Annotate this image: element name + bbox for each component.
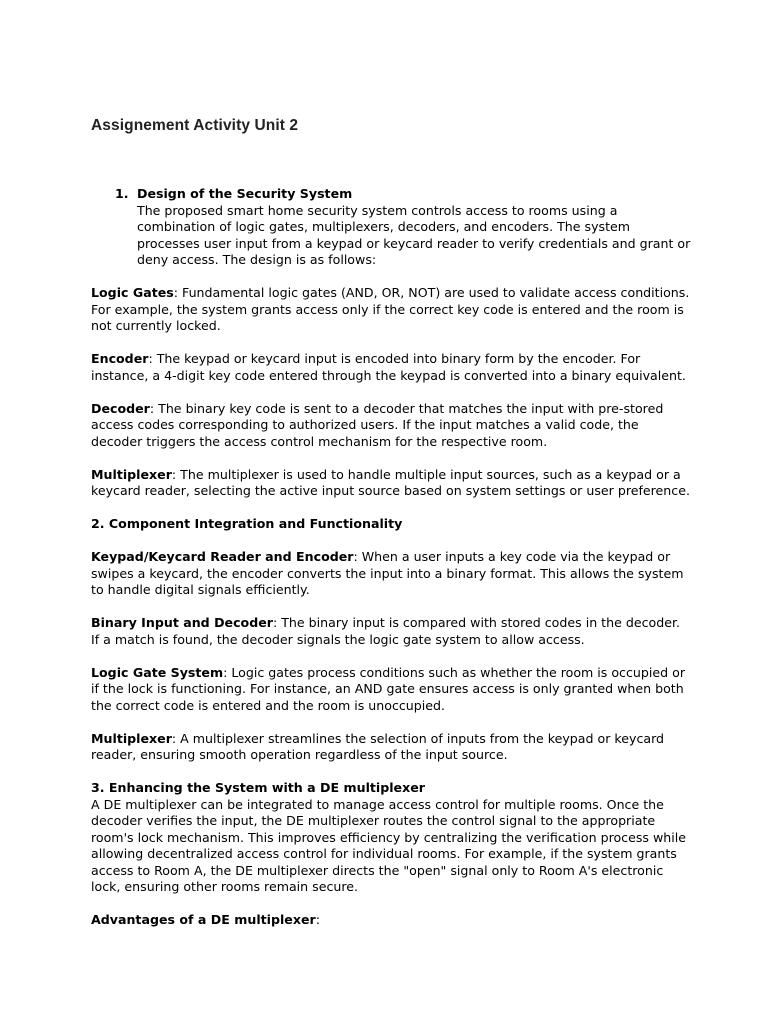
design-item-term: Decoder	[91, 400, 150, 416]
integration-item-term: Keypad/Keycard Reader and Encoder	[91, 549, 354, 564]
advantages-heading: Advantages of a DE multiplexer	[91, 912, 316, 927]
design-item-paragraph	[91, 467, 691, 500]
design-item-text: : The multiplexer is used to handle multiple input sources, such as a keypad or a keycard reader, selecting the active input source based on system settings or user preference.	[91, 466, 690, 498]
advantages-colon: :	[315, 912, 320, 927]
integration-item-paragraph	[91, 665, 691, 715]
design-item-paragraph	[91, 351, 691, 384]
design-items	[91, 285, 691, 500]
integration-item-term: Logic Gate System	[91, 664, 224, 680]
design-item-term: Encoder	[91, 351, 149, 366]
integration-item-paragraph	[91, 731, 691, 764]
integration-item-paragraph	[91, 549, 691, 599]
integration-item-text: : The binary input is compared with stored codes in the decoder. If a match is found, the decoder signals the logic gate system to allow access.	[91, 615, 680, 647]
design-item-text: : Fundamental logic gates (AND, OR, NOT) are used to validate access conditions. For example, the system grants access only if the correct key code is entered and the room is not currently locked.	[91, 285, 690, 333]
design-item-term: Multiplexer	[91, 466, 172, 482]
integration-item-term: Multiplexer	[91, 730, 172, 746]
design-item-term: Logic Gates	[91, 285, 174, 300]
document-title: Assignement Activity Unit 2	[91, 117, 299, 134]
design-item-text: : The binary key code is sent to a decoder that matches the input with pre-stored access codes corresponding to authorized users. If the input matches a valid code, the decoder triggers the access control mechanism for the respective room.	[91, 400, 664, 449]
integration-item-text: : When a user inputs a key code via the keypad or swipes a keycard, the encoder converts the input into a binary format. This allows the system to handle digital signals efficiently.	[91, 549, 684, 597]
section-2-heading: 2. Component Integration and Functionality	[91, 516, 403, 531]
advantages-line	[91, 912, 691, 929]
integration-items	[91, 549, 691, 764]
integration-item-term: Binary Input and Decoder	[91, 615, 273, 630]
section-1-heading: Design of the Security System	[137, 186, 353, 201]
integration-item-paragraph	[91, 615, 691, 648]
integration-item-text: : Logic gates process conditions such as whether the room is occupied or if the lock is functioning. For instance, an AND gate ensures access is only granted when both the correct code is entered and the room is unoccupied.	[91, 664, 686, 713]
section-3-text: A DE multiplexer can be integrated to manage access control for multiple rooms. Once the decoder verifies the input, the DE multiplexer routes the control signal to the appropriate room's lock mechanism. This improves efficiency by centralizing the verification process while allowing decentralized access control for individual rooms. For example, if the system grants access to Room A, the DE multiplexer directs the "open" signal only to Room A's electronic lock, ensuring other rooms remain secure.	[91, 796, 687, 894]
design-item-paragraph	[91, 401, 691, 451]
integration-item-text: : A multiplexer streamlines the selection of inputs from the keypad or keycard reader, ensuring smooth operation regardless of the input source.	[91, 730, 665, 762]
section-3-heading: 3. Enhancing the System with a DE multiplexer	[91, 780, 425, 795]
section-1-text: The proposed smart home security system controls access to rooms using a combination of logic gates, multiplexers, decoders, and encoders. The system processes user input from a keypad or keycard reader to verify credentials and grant or deny access. The design is as follows:	[137, 202, 691, 267]
section-1	[91, 186, 691, 269]
design-item-paragraph	[91, 285, 691, 335]
document-body	[91, 186, 691, 945]
section-1-number: 1.	[115, 186, 129, 201]
design-item-text: : The keypad or keycard input is encoded into binary form by the encoder. For instance, a 4-digit key code entered through the keypad is converted into a binary equivalent.	[91, 351, 686, 383]
